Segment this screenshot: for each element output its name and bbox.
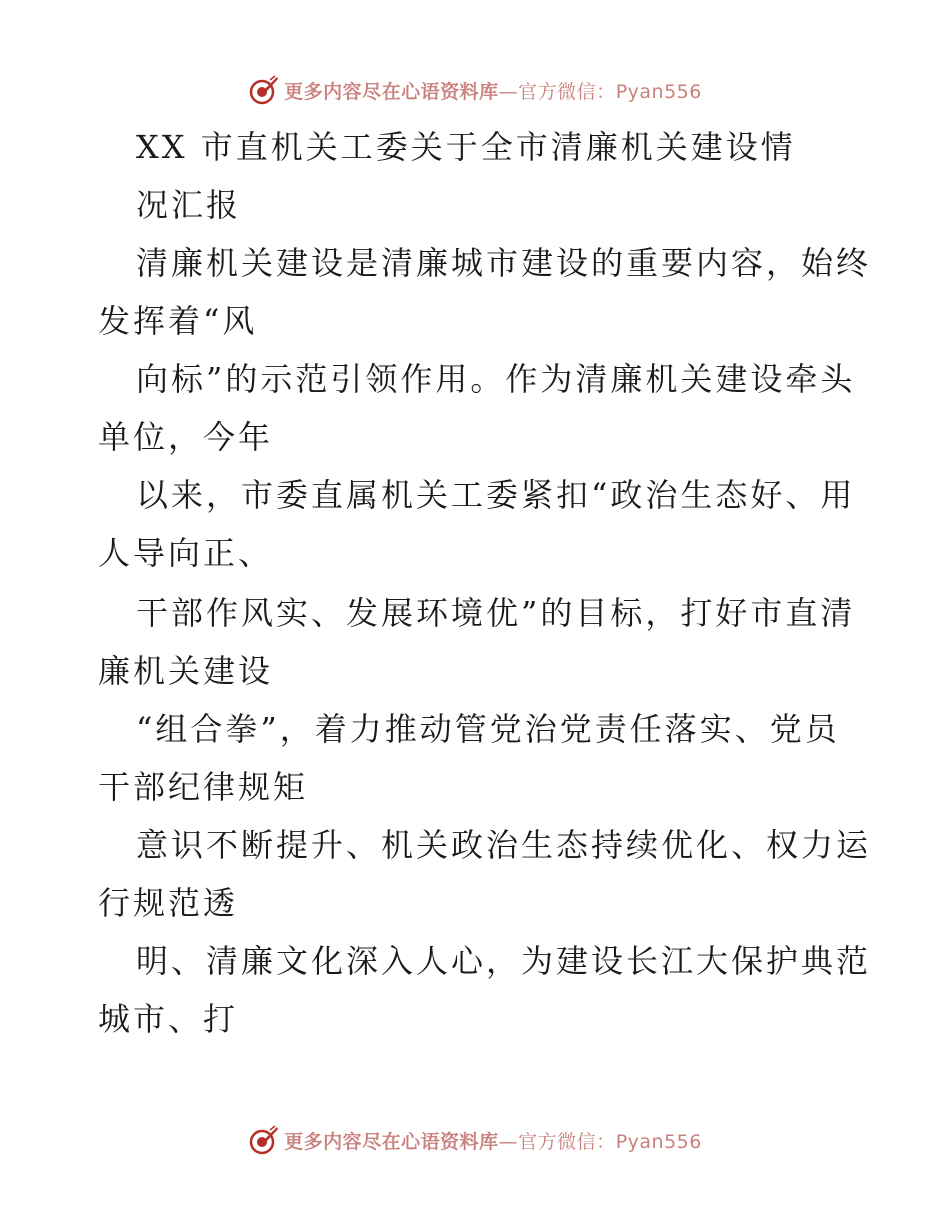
paragraph-line: 明、清廉文化深入人心，为建设长江大保护典范 <box>136 942 872 980</box>
paragraph-line: 意识不断提升、机关政治生态持续优化、权力运 <box>136 826 872 864</box>
watermark-text <box>284 1127 702 1154</box>
watermark-wechat-label: 官方微信： <box>518 1130 616 1153</box>
paragraph-line: 干部纪律规矩 <box>98 768 309 806</box>
paragraph-line: 清廉机关建设是清廉城市建设的重要内容，始终 <box>136 244 872 282</box>
paragraph-line: 发挥着“风 <box>98 302 258 340</box>
watermark-header <box>0 70 950 110</box>
watermark-wechat-label: 官方微信： <box>518 80 616 103</box>
paragraph-line: 向标”的示范引领作用。作为清廉机关建设牵头 <box>136 360 856 398</box>
paragraph-line: 干部作风实、发展环境优”的目标，打好市直清 <box>136 594 856 632</box>
watermark-text <box>284 77 702 104</box>
quill-logo-icon <box>248 74 280 106</box>
watermark-wechat-id: Pyan556 <box>615 80 702 103</box>
paragraph-line: 行规范透 <box>98 884 239 922</box>
document-title-line-1: XX 市直机关工委关于全市清廉机关建设情 <box>136 128 796 166</box>
document-title-line-2: 况汇报 <box>136 186 242 224</box>
paragraph-line: 廉机关建设 <box>98 652 274 690</box>
watermark-site: 更多内容尽在心语资料库 <box>284 1130 499 1153</box>
quill-logo-icon <box>248 1124 280 1156</box>
paragraph-line: 以来，市委直属机关工委紧扣“政治生态好、用 <box>136 476 856 514</box>
watermark-wechat-id: Pyan556 <box>615 1130 702 1153</box>
watermark-site: 更多内容尽在心语资料库 <box>284 80 499 103</box>
paragraph-line: “组合拳”，着力推动管党治党责任落实、党员 <box>136 710 840 748</box>
paragraph-line: 单位，今年 <box>98 418 274 456</box>
watermark-dash: — <box>498 80 519 103</box>
watermark-dash: — <box>498 1130 519 1153</box>
paragraph-line: 城市、打 <box>98 1000 239 1038</box>
watermark-footer <box>0 1120 950 1160</box>
paragraph-line: 人导向正、 <box>98 534 274 572</box>
